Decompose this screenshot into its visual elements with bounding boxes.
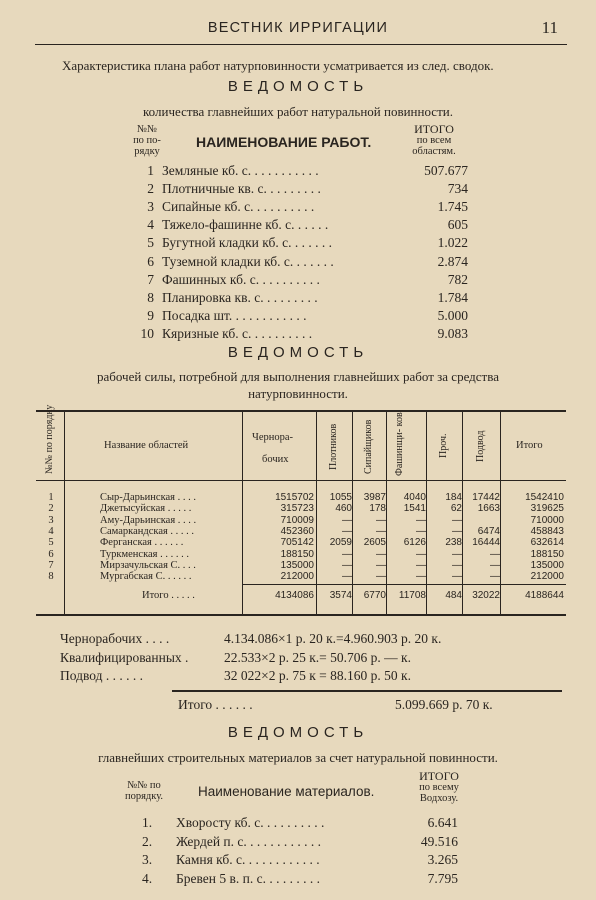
calc-expression: 4.134.086×1 р. 20 к.=4.960.903 р. 20 к. (224, 631, 442, 646)
table3-row-value: 6.641 (427, 815, 458, 830)
labor-row-region: Мургабская С. . . . . . (100, 571, 192, 583)
table1-row-number: 2 (147, 181, 154, 197)
labor-row-region: Туркменская . . . . . . (100, 548, 190, 560)
labor-row-number: 6 (48, 548, 54, 560)
labor-cell-carpenters: — (342, 548, 352, 560)
table1-col-total: ИТОГО по всем областям. (412, 122, 456, 157)
table3-col-num: №№ по порядку. (124, 780, 164, 802)
table1-row-name: Земляные кб. с. . . . . . . . . . . (162, 163, 319, 178)
labor-cell-carpenters: — (342, 559, 352, 571)
labor-row-region: Джетысуйская . . . . . (100, 503, 192, 515)
header-divider (36, 480, 566, 481)
table1-row-value: 5.000 (437, 307, 468, 323)
labor-cell-other: — (452, 525, 462, 537)
table1-subtitle: количества главнейших работ натуральной повинности. (143, 104, 453, 119)
table1-row-value: 1.745 (437, 199, 468, 215)
labor-row-number: 5 (48, 537, 54, 549)
page-number: 11 (541, 18, 558, 37)
table3-row-value: 49.516 (420, 833, 458, 849)
labor-row-number: 8 (48, 571, 54, 583)
intro-text: Характеристика плана работ натурповинности усматривается из след. сводок. (62, 58, 494, 73)
labor-row-region: Аму-Дарьинская . . . . (100, 514, 197, 526)
labor-cell-other: — (452, 514, 462, 526)
labor-cell-laborers: 705142 (280, 537, 314, 549)
table1-row-value: 2.874 (437, 253, 468, 269)
col-num-header: №№ по порядку (44, 404, 55, 474)
labor-cell-fascine: — (416, 514, 426, 526)
labor-cell-carts: — (490, 559, 500, 571)
labor-cell-sipay: — (376, 514, 386, 526)
labor-cell-other: 184 (445, 492, 462, 503)
labor-total-carpenters: 3574 (329, 590, 352, 601)
col-region-header: Название областей (104, 440, 189, 451)
labor-cell-sipay: 3987 (363, 492, 386, 503)
table3-heading: ВЕДОМОСТЬ (227, 724, 369, 741)
labor-cell-carpenters: — (342, 514, 352, 526)
table3-row-name: Жердей п. с. . . . . . . . . . . . (176, 833, 322, 849)
header-rule (35, 44, 567, 45)
labor-cell-sipay: 2605 (363, 537, 386, 549)
col-fascine-header: Фашинщи- ков (394, 412, 405, 476)
labor-row-region: Самаркандская . . . . . (100, 525, 195, 537)
labor-total-carts: 32022 (472, 590, 500, 601)
table1-row-name: Планировка кв. с. . . . . . . . . (162, 289, 318, 305)
table3-subtitle: главнейших строительных материалов за счет натуральной повинности. (98, 750, 498, 765)
table3-col-total: ИТОГО по всему Водхозу. (419, 769, 459, 804)
labor-cell-other: — (452, 559, 462, 571)
table1-row-number: 6 (147, 253, 154, 269)
labor-cell-laborers: 1515702 (275, 492, 314, 503)
table1-row-number: 7 (147, 271, 154, 287)
labor-cell-sipay: — (376, 559, 386, 571)
table1-row-number: 3 (147, 199, 154, 215)
labor-row-number: 7 (48, 559, 54, 571)
table1-row-number: 9 (147, 307, 154, 323)
labor-row-number: 1 (48, 492, 54, 503)
labor-cell-carpenters: — (342, 525, 352, 537)
calc-label: Квалифицированных . (60, 649, 189, 665)
table1-row-name: Туземной кладки кб. с. . . . . . . (162, 253, 334, 269)
labor-cell-fascine: — (416, 525, 426, 537)
table1-heading: ВЕДОМОСТЬ (227, 78, 369, 95)
labor-cell-carts: 1663 (477, 503, 500, 515)
labor-total-fascine: 11708 (398, 590, 426, 601)
labor-cell-sipay: — (376, 548, 386, 560)
table1-row-value: 605 (447, 217, 468, 233)
labor-cell-carpenters: — (342, 571, 352, 583)
table1-row-name: Фашинных кб. с. . . . . . . . . . (162, 271, 320, 287)
table1-row-number: 1 (147, 163, 154, 178)
labor-cell-carpenters: 1055 (329, 492, 352, 503)
labor-cell-fascine: — (416, 548, 426, 560)
labor-cell-sipay: — (376, 525, 386, 537)
labor-cell-sipay: 178 (369, 503, 386, 515)
col-sipay-header: Сипайщиков (363, 419, 374, 474)
table1-row-name: Тяжело-фашинне кб. с. . . . . . (162, 217, 329, 233)
calc-total-label: Итого . . . . . . (178, 697, 253, 712)
table3-row-number: 1. (142, 815, 153, 830)
labor-cell-fascine: 1541 (403, 503, 426, 515)
table1-row-number: 4 (147, 217, 154, 233)
labor-cell-fascine: 6126 (403, 537, 426, 549)
labor-cell-total: 710000 (530, 514, 564, 526)
table1-row-value: 734 (447, 181, 468, 197)
labor-cell-total: 1542410 (525, 492, 564, 503)
labor-cell-other: — (452, 571, 462, 583)
labor-cell-other: 62 (450, 503, 462, 515)
totals-divider (242, 584, 566, 585)
col-laborers-header-2: бочих (262, 454, 289, 465)
table1-row-name: Сипайные кб. с. . . . . . . . . . (162, 199, 315, 215)
calc-total-rule (172, 690, 562, 692)
labor-cell-other: — (452, 548, 462, 560)
table3-row-number: 3. (142, 852, 153, 867)
table3-row-value: 3.265 (427, 852, 458, 867)
labor-cell-laborers: 212000 (280, 571, 314, 583)
labor-cell-total: 319625 (530, 503, 564, 515)
labor-cell-laborers: 315723 (280, 503, 314, 515)
labor-cell-carts: 6474 (477, 525, 500, 537)
labor-row-region: Мирзачульская С. . . . (100, 559, 196, 571)
labor-total-total: 4188644 (525, 590, 564, 601)
labor-cell-fascine: — (416, 571, 426, 583)
table1-row-number: 10 (140, 325, 154, 341)
labor-cell-carts: 17442 (472, 492, 500, 503)
col-divider (64, 412, 65, 614)
table3-row-value: 7.795 (427, 870, 458, 886)
labor-cell-carts: — (490, 571, 500, 583)
labor-cell-laborers: 135000 (280, 559, 314, 571)
table3-row-name: Хворосту кб. с. . . . . . . . . . (176, 815, 325, 830)
labor-cell-total: 212000 (530, 571, 564, 583)
labor-row-number: 3 (48, 514, 54, 526)
labor-cell-laborers: 710009 (280, 514, 314, 526)
labor-totals-label: Итого . . . . . (142, 590, 195, 601)
journal-title: ВЕСТНИК ИРРИГАЦИИ (207, 20, 389, 36)
labor-row-number: 4 (48, 525, 54, 537)
table1-row-number: 8 (147, 289, 154, 305)
table3-col-name: Наименование материалов. (198, 784, 375, 799)
table1-col-num: №№ по по- рядку (133, 124, 161, 157)
calc-label: Чернорабочих . . . . (60, 631, 170, 646)
labor-row-region: Сыр-Дарьинская . . . . (100, 492, 196, 503)
table1-row-value: 1.022 (437, 235, 468, 251)
labor-cell-fascine: 4040 (403, 492, 426, 503)
labor-cell-laborers: 188150 (280, 548, 314, 560)
table1-row-value: 782 (447, 271, 468, 287)
col-carpenters-header: Плотников (328, 423, 339, 470)
labor-total-other: 484 (445, 590, 462, 601)
labor-cell-total: 135000 (530, 559, 564, 571)
col-other-header: Проч. (438, 433, 449, 458)
table3-row-number: 2. (142, 833, 153, 849)
table1-row-value: 9.083 (437, 325, 468, 341)
labor-cell-fascine: — (416, 559, 426, 571)
labor-cell-total: 632614 (530, 537, 564, 549)
labor-cell-carts: — (490, 548, 500, 560)
col-total-header: Итого (516, 440, 543, 451)
labor-cell-carts: 16444 (472, 537, 500, 549)
labor-cell-sipay: — (376, 571, 386, 583)
labor-cell-other: 238 (445, 537, 462, 549)
table1-row-name: Бугутной кладки кб. с. . . . . . . (162, 235, 332, 251)
labor-cell-total: 188150 (530, 548, 564, 560)
col-carts-header: Подвод (475, 430, 486, 462)
table1-row-number: 5 (147, 235, 154, 251)
table2-subtitle-line2: натурповинности. (248, 386, 348, 401)
labor-row-number: 2 (48, 503, 54, 515)
calc-expression: 22.533×2 р. 25 к.= 50.706 р. — к. (224, 649, 411, 665)
calc-expression: 32 022×2 р. 75 к = 88.160 р. 50 к. (224, 668, 411, 683)
calc-total-value: 5.099.669 р. 70 к. (395, 697, 493, 712)
table3-row-name: Бревен 5 в. п. с. . . . . . . . . (176, 870, 320, 886)
col-laborers-header-1: Чернора- (252, 432, 294, 443)
table1-row-value: 507.677 (424, 163, 468, 178)
table1-row-name: Кяризные кб. с. . . . . . . . . . (162, 325, 313, 341)
labor-table (36, 404, 566, 616)
table1-row-name: Посадка шт. . . . . . . . . . . . (162, 307, 307, 323)
table1-col-name: НАИМЕНОВАНИЕ РАБОТ. (196, 134, 372, 150)
labor-row-region: Ферганская . . . . . . (100, 537, 184, 549)
labor-cell-laborers: 452360 (280, 525, 314, 537)
labor-cell-total: 458843 (530, 525, 564, 537)
table3-row-number: 4. (142, 870, 153, 886)
table1-row-value: 1.784 (437, 289, 468, 305)
labor-total-sipay: 6770 (363, 590, 386, 601)
table2-subtitle-line1: рабочей силы, потребной для выполнения главнейших работ за средства (97, 369, 499, 384)
labor-cell-carpenters: 460 (335, 503, 352, 515)
calc-label: Подвод . . . . . . (60, 668, 143, 683)
table3-row-name: Камня кб. с. . . . . . . . . . . . (176, 852, 320, 867)
labor-cell-carpenters: 2059 (329, 537, 352, 549)
labor-total-laborers: 4134086 (275, 590, 314, 601)
table2-heading: ВЕДОМОСТЬ (227, 344, 369, 361)
table1-row-name: Плотничные кв. с. . . . . . . . . (162, 181, 321, 197)
